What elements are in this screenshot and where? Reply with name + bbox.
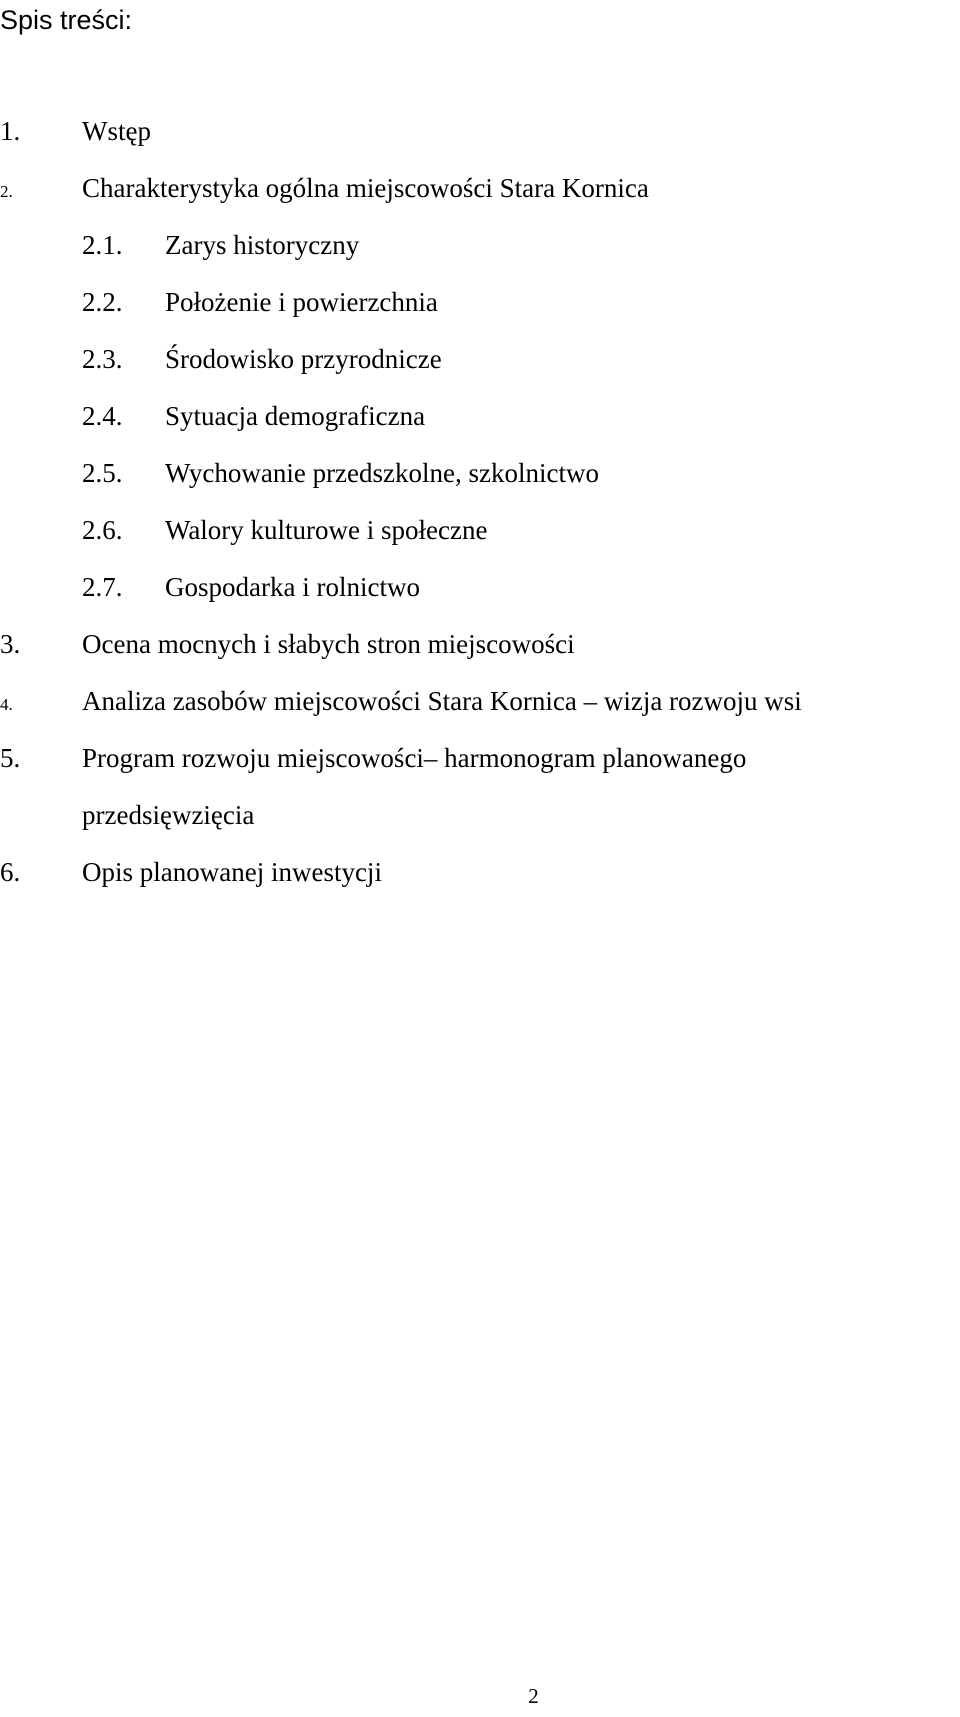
toc-title: Położenie i powierzchnia [165,287,438,317]
toc-number: 2.1. [82,230,123,260]
toc-number: 3. [0,629,21,659]
page-title: Spis treści: [0,5,133,35]
toc-number: 2.5. [82,458,123,488]
toc-entry-2-4 [0,388,882,445]
toc-title: Wstęp [82,116,151,146]
toc-number: 2.7. [82,572,123,602]
toc-title: Analiza zasobów miejscowości Stara Kornica – wizja rozwoju wsi [82,686,802,716]
toc-number: 6. [0,857,21,887]
toc-number: 2.2. [82,287,123,317]
toc-entry-2-7 [0,559,882,616]
toc-title: Gospodarka i rolnictwo [165,572,420,602]
toc-title: Sytuacja demograficzna [165,401,426,431]
toc-title: Program rozwoju miejscowości– harmonogram planowanego przedsięwzięcia [82,743,747,830]
toc-entry-3 [0,616,882,673]
toc-title: Ocena mocnych i słabych stron miejscowości [82,629,575,659]
toc-entry-1 [0,103,882,160]
toc-title: Walory kulturowe i społeczne [165,515,488,545]
table-of-contents [0,103,882,901]
toc-entry-2-1 [0,217,882,274]
toc-title: Charakterystyka ogólna miejscowości Stara Kornica [82,173,649,203]
toc-number: 2.3. [82,344,123,374]
toc-number: 2.6. [82,515,123,545]
toc-entry-2-3 [0,331,882,388]
toc-entry-5 [0,730,882,844]
toc-entry-2-2 [0,274,882,331]
toc-entry-6 [0,844,882,901]
toc-entry-2 [0,160,882,217]
toc-entry-2-5 [0,445,882,502]
toc-title: Zarys historyczny [165,230,360,260]
toc-number: 5. [0,743,21,773]
toc-entry-4 [0,673,882,730]
toc-number: 2.4. [82,401,123,431]
page-number: 2 [528,1684,539,1708]
toc-title: Środowisko przyrodnicze [165,344,442,374]
toc-title: Wychowanie przedszkolne, szkolnictwo [165,458,599,488]
toc-title: Opis planowanej inwestycji [82,857,382,887]
toc-number: 4. [0,695,13,714]
toc-entry-2-6 [0,502,882,559]
toc-number: 1. [0,116,21,146]
toc-number: 2. [0,182,13,201]
